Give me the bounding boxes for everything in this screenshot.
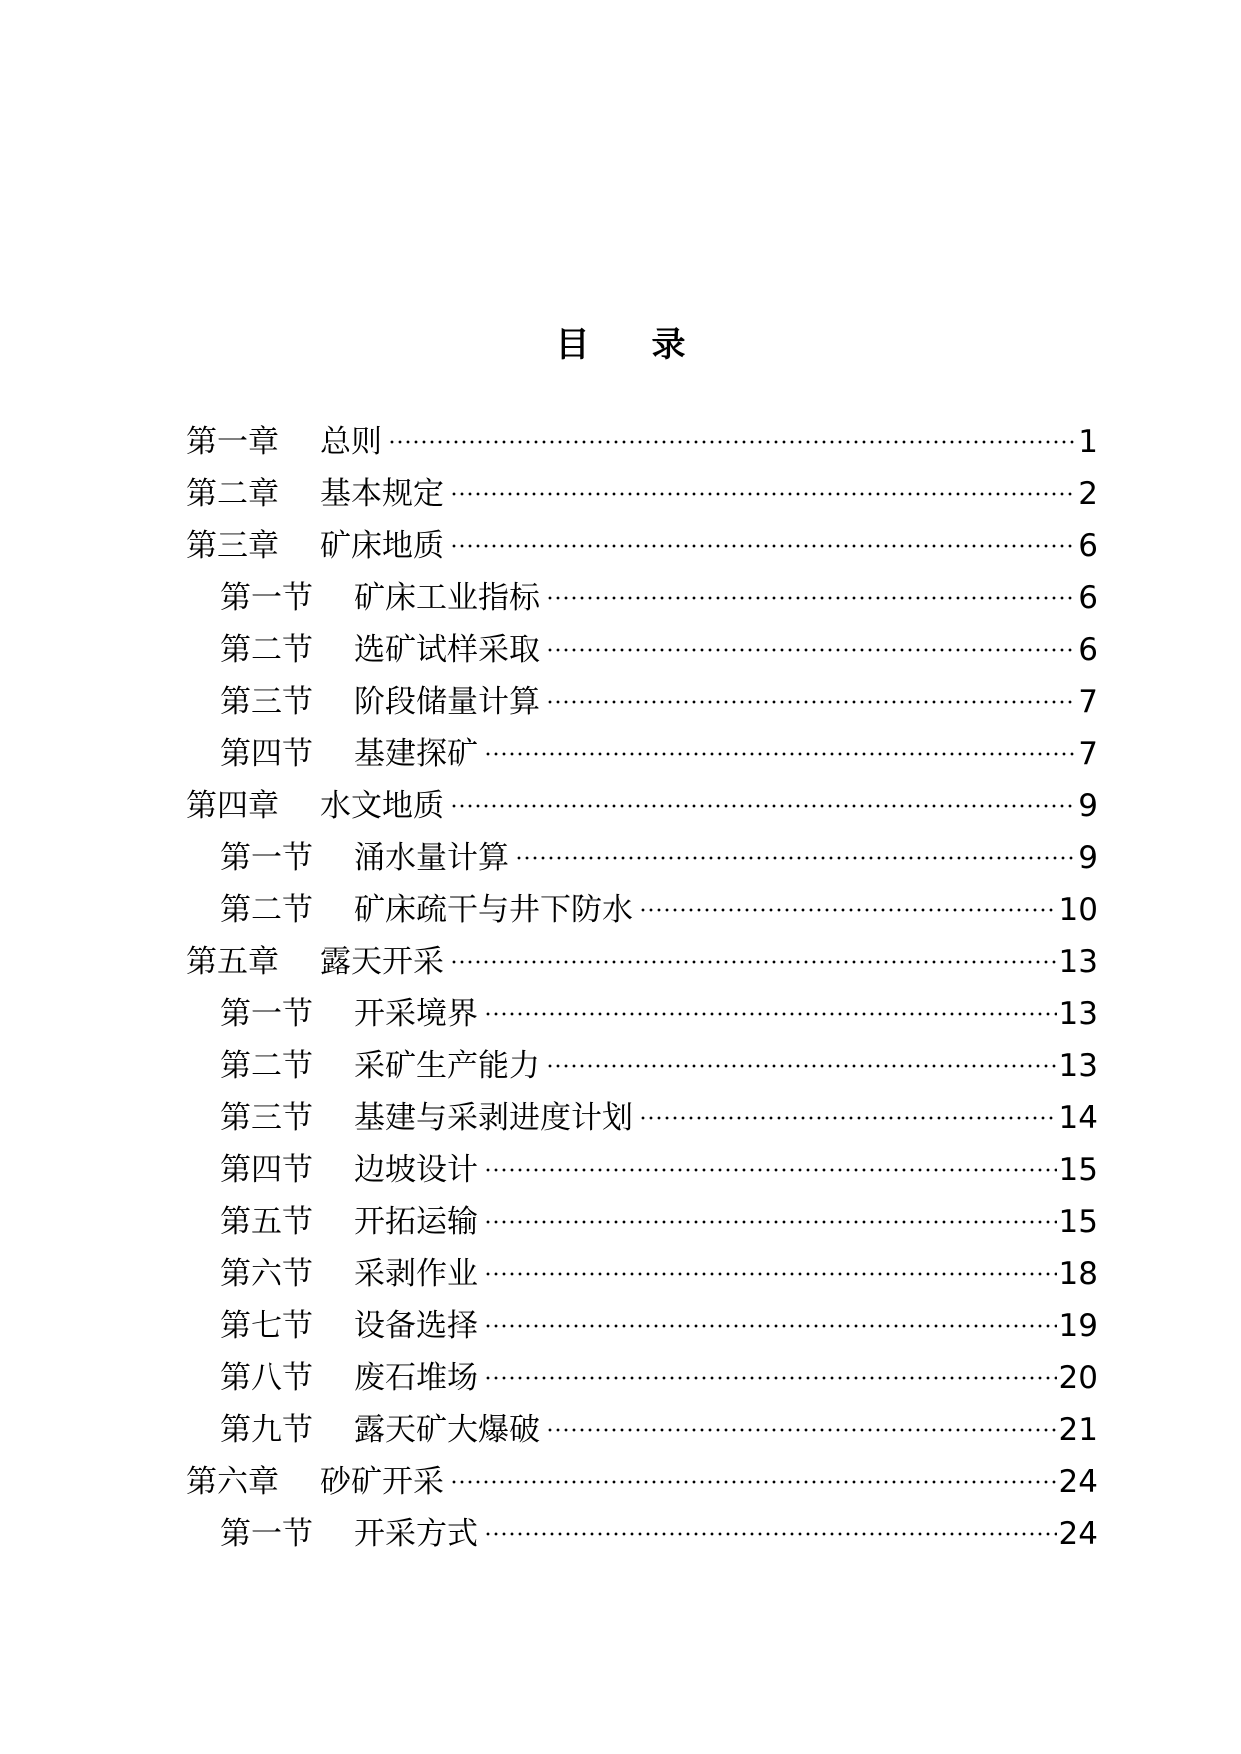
entry-page-number: 1: [1078, 424, 1098, 460]
entry-number: 第七节: [220, 1308, 313, 1344]
toc-section-entry[interactable]: [186, 988, 1098, 1040]
entry-number: 第二节: [220, 632, 313, 668]
entry-label: 矿床疏干与井下防水: [354, 892, 633, 928]
toc-section-entry[interactable]: [186, 1248, 1098, 1300]
dot-leader: [484, 1376, 1057, 1380]
entry-number: 第三节: [220, 1100, 313, 1136]
entry-label: 总则: [320, 424, 382, 460]
dot-leader: [484, 1272, 1057, 1276]
dot-leader: [450, 492, 1076, 496]
entry-number: 第九节: [220, 1412, 313, 1448]
entry-label: 基建与采剥进度计划: [354, 1100, 633, 1136]
entry-page-number: 13: [1058, 996, 1098, 1032]
table-of-contents: [186, 416, 1098, 1560]
dot-leader: [546, 1428, 1057, 1432]
entry-number: 第八节: [220, 1360, 313, 1396]
entry-number: 第一节: [220, 996, 313, 1032]
entry-label: 边坡设计: [354, 1152, 478, 1188]
dot-leader: [639, 908, 1057, 912]
entry-page-number: 6: [1078, 528, 1098, 564]
entry-number: 第六节: [220, 1256, 313, 1292]
entry-number: 第五章: [186, 944, 279, 980]
entry-page-number: 6: [1078, 632, 1098, 668]
entry-label: 阶段储量计算: [354, 684, 540, 720]
entry-number: 第三节: [220, 684, 313, 720]
toc-section-entry[interactable]: [186, 676, 1098, 728]
dot-leader: [515, 856, 1076, 860]
entry-number: 第四章: [186, 788, 279, 824]
toc-section-entry[interactable]: [186, 1196, 1098, 1248]
toc-section-entry[interactable]: [186, 884, 1098, 936]
entry-label: 露天矿大爆破: [354, 1412, 540, 1448]
toc-section-entry[interactable]: [186, 1352, 1098, 1404]
dot-leader: [546, 1064, 1057, 1068]
dot-leader: [450, 1480, 1057, 1484]
entry-label: 开采境界: [354, 996, 478, 1032]
entry-label: 开采方式: [354, 1516, 478, 1552]
entry-page-number: 20: [1058, 1360, 1098, 1396]
entry-page-number: 15: [1058, 1204, 1098, 1240]
dot-leader: [546, 596, 1076, 600]
dot-leader: [450, 804, 1076, 808]
toc-title-char-2: 录: [651, 325, 686, 365]
dot-leader: [450, 544, 1076, 548]
entry-label: 采剥作业: [354, 1256, 478, 1292]
dot-leader: [484, 1532, 1057, 1536]
entry-page-number: 2: [1078, 476, 1098, 512]
toc-chapter-entry[interactable]: [186, 936, 1098, 988]
dot-leader: [484, 1324, 1057, 1328]
entry-number: 第二章: [186, 476, 279, 512]
dot-leader: [639, 1116, 1057, 1120]
entry-label: 选矿试样采取: [354, 632, 540, 668]
entry-number: 第三章: [186, 528, 279, 564]
toc-chapter-entry[interactable]: [186, 416, 1098, 468]
toc-chapter-entry[interactable]: [186, 780, 1098, 832]
toc-chapter-entry[interactable]: [186, 1456, 1098, 1508]
toc-section-entry[interactable]: [186, 572, 1098, 624]
dot-leader: [546, 648, 1076, 652]
toc-section-entry[interactable]: [186, 1508, 1098, 1560]
entry-number: 第五节: [220, 1204, 313, 1240]
entry-label: 矿床地质: [320, 528, 444, 564]
dot-leader: [546, 700, 1076, 704]
entry-label: 采矿生产能力: [354, 1048, 540, 1084]
dot-leader: [484, 1220, 1057, 1224]
toc-chapter-entry[interactable]: [186, 520, 1098, 572]
entry-label: 涌水量计算: [354, 840, 509, 876]
dot-leader: [484, 1168, 1057, 1172]
entry-label: 水文地质: [320, 788, 444, 824]
entry-page-number: 14: [1058, 1100, 1098, 1136]
entry-page-number: 6: [1078, 580, 1098, 616]
entry-number: 第一节: [220, 1516, 313, 1552]
toc-section-entry[interactable]: [186, 1092, 1098, 1144]
entry-label: 基本规定: [320, 476, 444, 512]
entry-page-number: 19: [1058, 1308, 1098, 1344]
entry-page-number: 13: [1058, 1048, 1098, 1084]
dot-leader: [484, 1012, 1057, 1016]
entry-page-number: 7: [1078, 736, 1098, 772]
entry-label: 设备选择: [354, 1308, 478, 1344]
entry-page-number: 10: [1058, 892, 1098, 928]
toc-chapter-entry[interactable]: [186, 468, 1098, 520]
toc-title-char-1: 目: [555, 325, 590, 365]
entry-label: 露天开采: [320, 944, 444, 980]
entry-page-number: 24: [1058, 1516, 1098, 1552]
entry-label: 砂矿开采: [320, 1464, 444, 1500]
entry-label: 基建探矿: [354, 736, 478, 772]
entry-page-number: 9: [1078, 788, 1098, 824]
entry-number: 第四节: [220, 736, 313, 772]
toc-title: [0, 322, 1241, 368]
entry-label: 废石堆场: [354, 1360, 478, 1396]
toc-section-entry[interactable]: [186, 832, 1098, 884]
entry-number: 第四节: [220, 1152, 313, 1188]
entry-page-number: 9: [1078, 840, 1098, 876]
entry-page-number: 21: [1058, 1412, 1098, 1448]
entry-page-number: 7: [1078, 684, 1098, 720]
dot-leader: [450, 960, 1057, 964]
toc-section-entry[interactable]: [186, 1144, 1098, 1196]
entry-page-number: 13: [1058, 944, 1098, 980]
entry-label: 开拓运输: [354, 1204, 478, 1240]
entry-number: 第一节: [220, 840, 313, 876]
entry-number: 第一节: [220, 580, 313, 616]
toc-section-entry[interactable]: [186, 1300, 1098, 1352]
toc-section-entry[interactable]: [186, 1404, 1098, 1456]
toc-section-entry[interactable]: [186, 728, 1098, 780]
entry-page-number: 15: [1058, 1152, 1098, 1188]
entry-label: 矿床工业指标: [354, 580, 540, 616]
toc-section-entry[interactable]: [186, 1040, 1098, 1092]
entry-number: 第六章: [186, 1464, 279, 1500]
entry-number: 第二节: [220, 892, 313, 928]
entry-number: 第一章: [186, 424, 279, 460]
dot-leader: [388, 440, 1076, 444]
entry-page-number: 24: [1058, 1464, 1098, 1500]
entry-page-number: 18: [1058, 1256, 1098, 1292]
entry-number: 第二节: [220, 1048, 313, 1084]
dot-leader: [484, 752, 1076, 756]
toc-section-entry[interactable]: [186, 624, 1098, 676]
